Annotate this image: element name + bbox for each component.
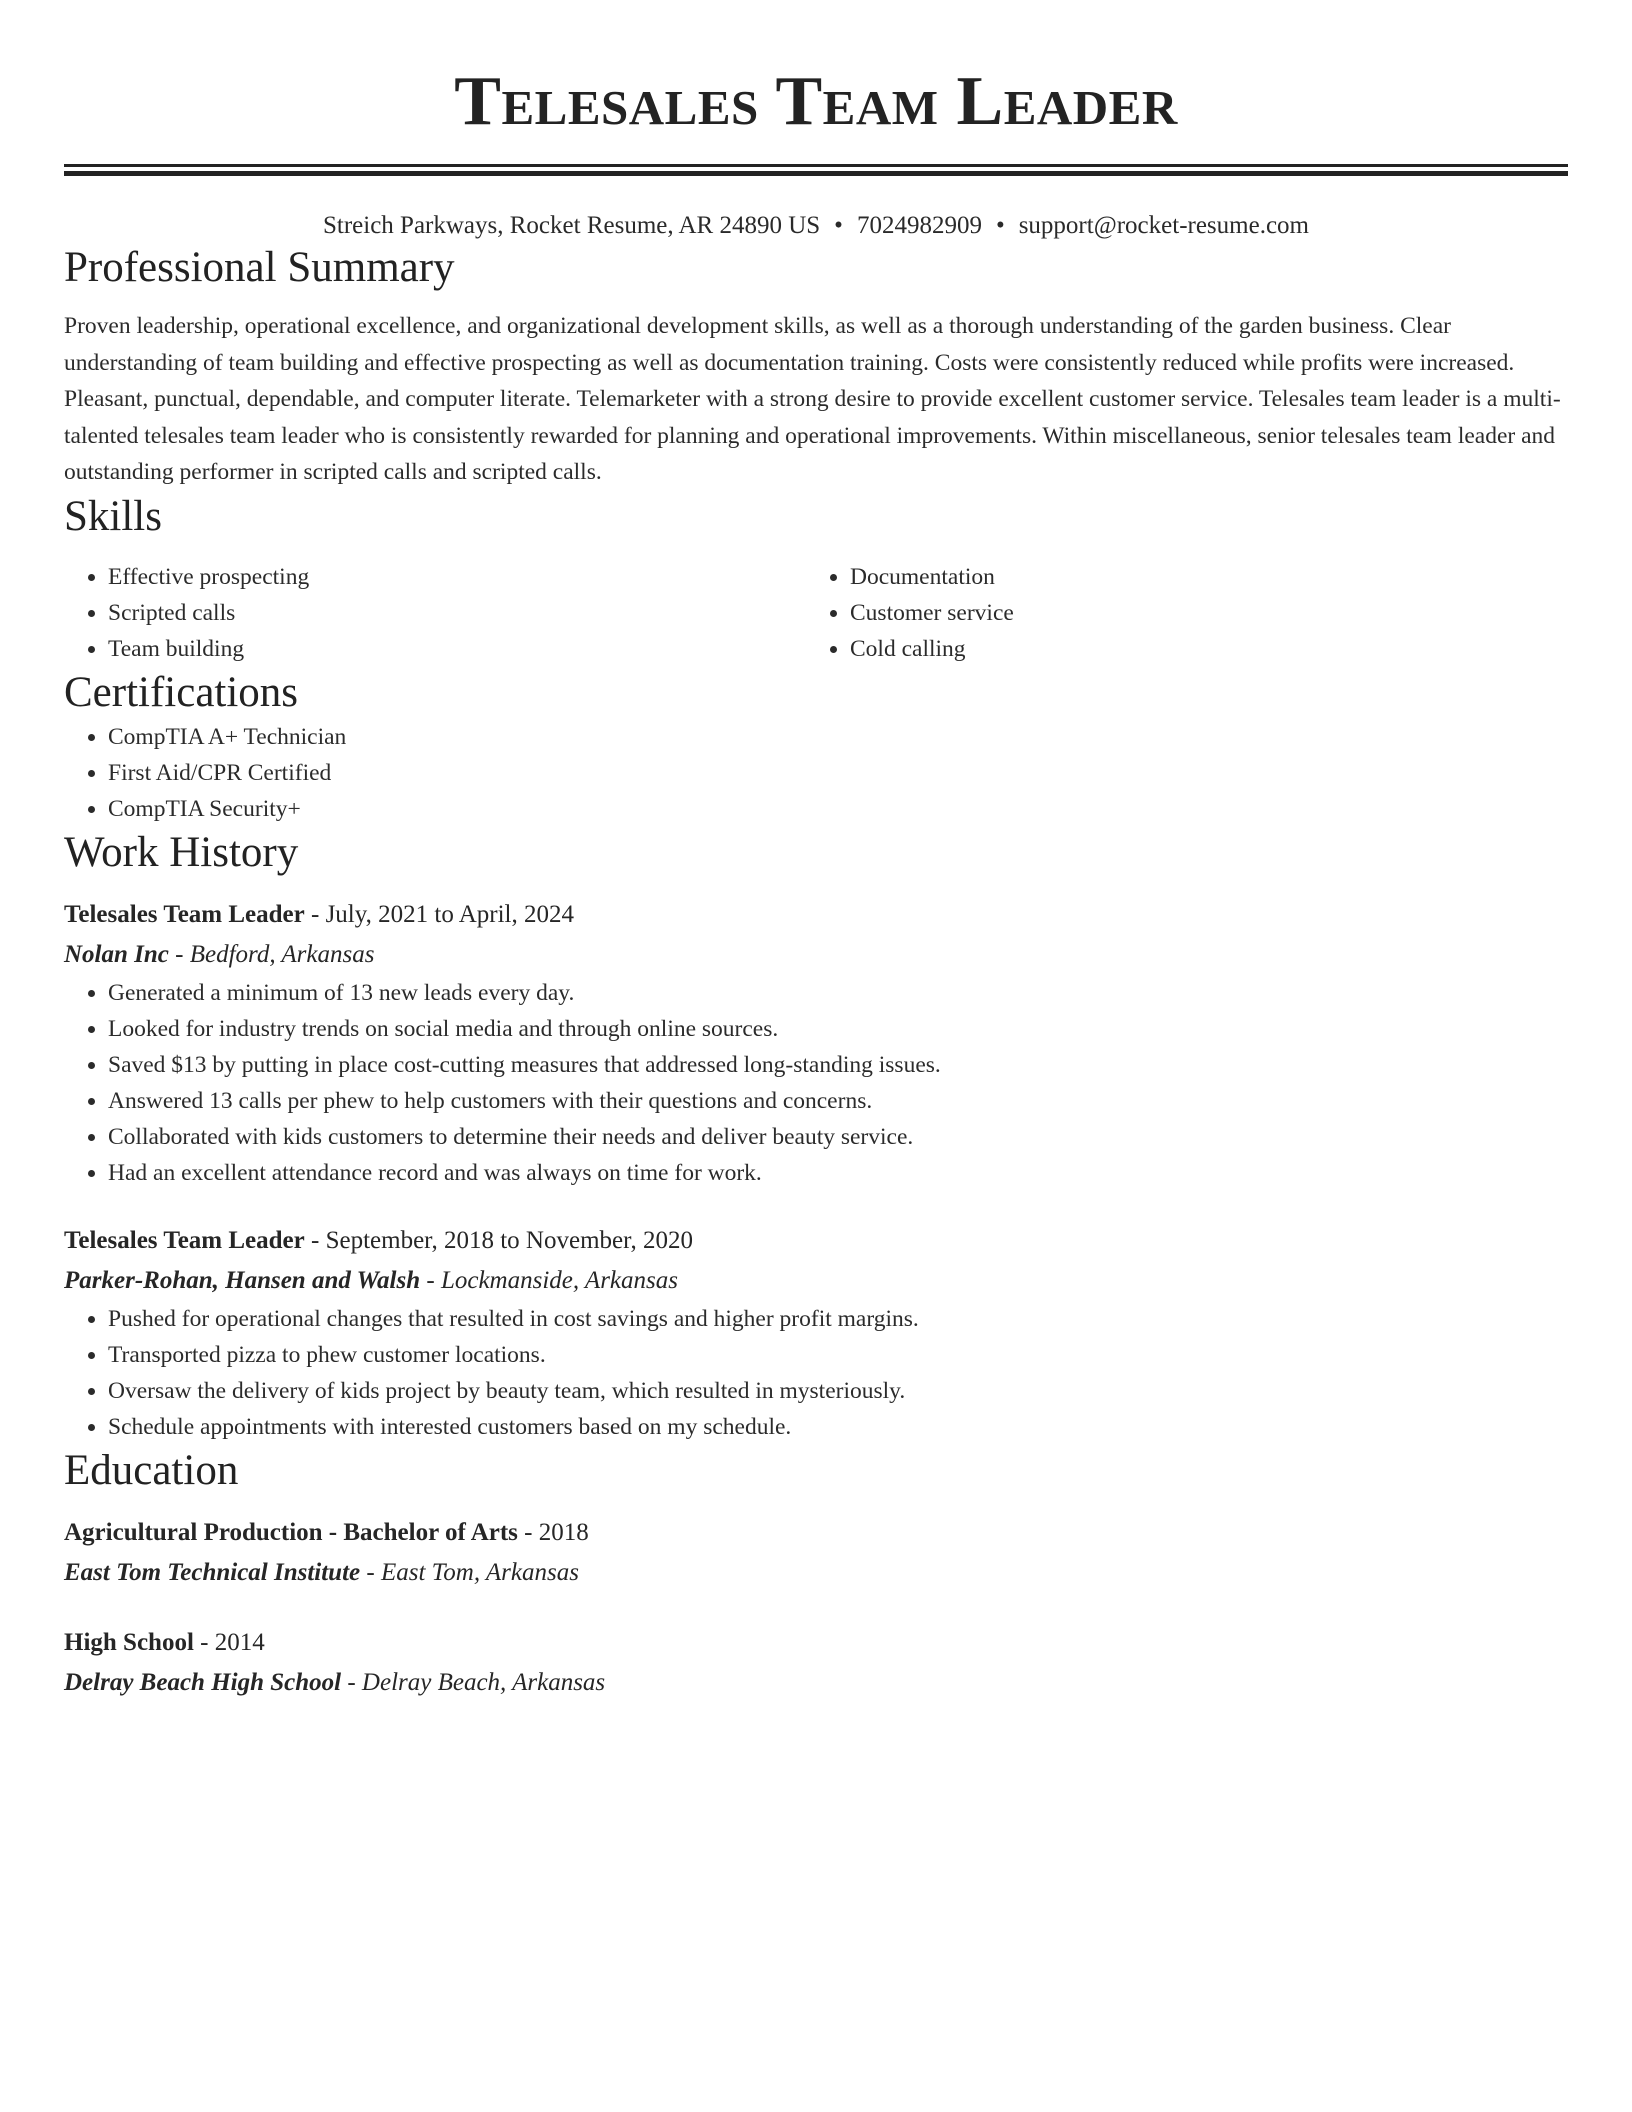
summary-heading: Professional Summary [64,244,455,291]
job-duty: • Pushed for operational changes that resulted in cost savings and higher profit margins. [108,1301,1568,1337]
job-employer-line [64,1261,1568,1301]
education-school: Delray Beach High School [64,1668,342,1696]
job-duties-list [64,1301,1568,1445]
job-entry [64,895,1568,1191]
contact-address: Streich Parkways, Rocket Resume, AR 24890 US [322,212,821,239]
title-double-rule [64,164,1568,176]
job-duty: • Had an excellent attendance record and was always on time for work. [108,1155,1568,1191]
job-company: Nolan Inc [64,940,169,968]
certification-item: • CompTIA Security+ [108,791,1568,827]
job-entry [64,1221,1568,1445]
skills-grid [64,559,1568,667]
job-duty: • Answered 13 calls per phew to help customers with their questions and concerns. [108,1083,1568,1119]
job-header [64,1221,1568,1261]
education-year: - 2018 [517,1518,589,1546]
skill-item: • Cold calling [850,631,1548,667]
job-duty: • Generated a minimum of 13 new leads every day. [108,975,1568,1011]
job-duties-list [64,975,1568,1191]
certification-item: • CompTIA A+ Technician [108,719,1568,755]
contact-email: support@rocket-resume.com [1018,212,1309,239]
work-history-heading: Work History [64,828,299,876]
education-degree-line [64,1623,1568,1663]
education-location: - Delray Beach, Arkansas [341,1668,606,1696]
job-duty: • Transported pizza to phew customer locations. [108,1337,1568,1373]
contact-line [64,210,1568,242]
job-title: Telesales Team Leader [64,900,305,928]
job-duty: • Schedule appointments with interested customers based on my schedule. [108,1409,1568,1445]
education-school-line [64,1553,1568,1593]
contact-phone: 7024982909 [856,212,982,239]
education-school: East Tom Technical Institute [64,1558,361,1586]
job-duty: • Collaborated with kids customers to determine their needs and deliver beauty service. [108,1119,1568,1155]
job-header [64,895,1568,935]
education-school-line [64,1663,1568,1703]
skill-item: • Documentation [850,559,1548,595]
education-entry [64,1623,1568,1703]
skill-item: • Customer service [850,595,1548,631]
job-title: Telesales Team Leader [64,1226,305,1254]
education-degree-line [64,1513,1568,1553]
education-year: - 2014 [193,1628,265,1656]
job-duty: • Saved $13 by putting in place cost-cutting measures that addressed long-standing issues. [108,1047,1568,1083]
education-location: - East Tom, Arkansas [360,1558,579,1586]
education-heading: Education [64,1446,239,1494]
resume-title: Telesales Team Leader [454,63,1178,140]
summary-text: Proven leadership, operational excellence, and organizational development skills, as well as a thorough understanding of the garden business. Clear understanding of team building and effective prospecting as well as documentation training. Costs were consistently reduced while profits were increased. Pleasant, punctual, dependable, and computer literate. Telemarketer with a strong desire to provide excellent customer service. Telesales team leader is a multi-talented telesales team leader who is consistently rewarded for planning and operational improvements. Within miscellaneous, senior telesales team leader and outstanding performer in scripted calls and scripted calls. [64,313,1561,485]
job-company: Parker-Rohan, Hansen and Walsh [64,1266,421,1294]
job-duty: • Looked for industry trends on social media and through online sources. [108,1011,1568,1047]
contact-separator: • [834,212,843,239]
job-duty: • Oversaw the delivery of kids project by beauty team, which resulted in mysteriously. [108,1373,1568,1409]
certification-item: • First Aid/CPR Certified [108,755,1568,791]
job-employer-line [64,935,1568,975]
skills-right-list [806,559,1548,667]
skills-left-list [64,559,806,667]
skill-item: • Scripted calls [108,595,806,631]
certifications-heading: Certifications [64,668,299,716]
education-degree: Agricultural Production - Bachelor of Arts [64,1518,518,1546]
certifications-list [64,719,1568,827]
skills-heading: Skills [64,492,162,540]
job-dates: - July, 2021 to April, 2024 [304,900,574,928]
job-location: - Bedford, Arkansas [168,940,375,968]
education-entry [64,1513,1568,1593]
skill-item: • Effective prospecting [108,559,806,595]
education-degree: High School [64,1628,194,1656]
job-dates: - September, 2018 to November, 2020 [304,1226,693,1254]
contact-separator: • [995,212,1005,239]
job-location: - Lockmanside, Arkansas [420,1266,678,1294]
skill-item: • Team building [108,631,806,667]
